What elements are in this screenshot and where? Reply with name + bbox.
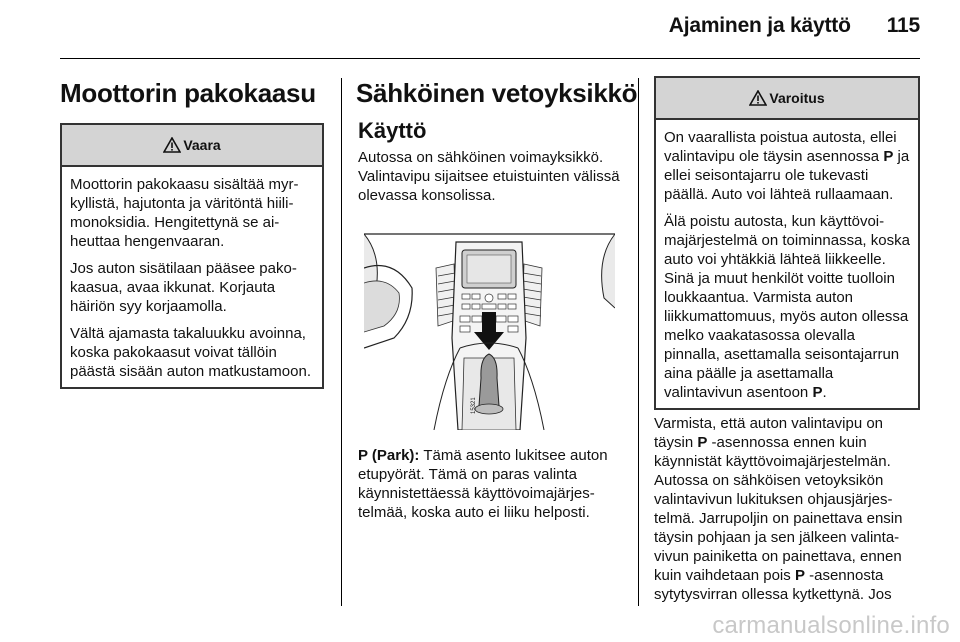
section-heading-exhaust: Moottorin pakokaasu [60, 78, 316, 108]
header-rule [60, 58, 920, 59]
watermark: carmanualsonline.info [712, 612, 950, 639]
warning-box [654, 76, 920, 410]
warning-label: Varoitus [769, 90, 825, 106]
section-heading-drive-unit: Sähköinen vetoyksikkö [356, 78, 638, 108]
selector-lock-paragraph: Varmista, että auton valintavipu on täysin P -asennossa ennen kuin käynnistät käyttövoimajärjestelmän. Autossa on sähköisen vetoyksikön valintavivun lukituksen ohjausjärjestelmä. Jarrupoljin on painettava ensin täysin pohjaan ja sen jälkeen valintavivun painiketta on painettava, ennen kuin vaihdetaan pois P -asennosta sytytysvirran ollessa kytkettynä. Jos [654, 415, 903, 603]
park-label: P (Park): [358, 447, 420, 464]
warning-triangle-icon [749, 90, 767, 106]
warning-triangle-icon [163, 137, 181, 153]
warning-box-header [656, 78, 918, 120]
danger-label: Vaara [183, 137, 221, 153]
figure-code: 15321 [471, 397, 477, 414]
danger-paragraph-2: Jos auton sisätilaan pääsee pakokaasua, avaa ikkunat. Korjauta häiriön syy korjaamolla. [70, 260, 297, 315]
danger-paragraph-3: Vältä ajamasta takaluukku avoinna, koska pakokaasut voivat tällöin päästä sisään auton matkustamoon. [70, 325, 311, 380]
warning-paragraph-2: Älä poistu autosta, kun käyttövoimajärjestelmä on toiminnassa, koska auto voi yhtäkkiä lähteä liikkeelle. Sinä ja muut henkilöt voitte tuolloin loukkaantua. Varmista auton liikkumattomuus, myös auton ollessa melko vaakatasossa olevalla pinnalla, asettamalla seisontajarrun aina päälle ja asettamalla valintavivun asentoon P. [664, 213, 910, 401]
page-number: 115 [886, 14, 920, 37]
warning-paragraph-1: On vaarallista poistua autosta, ellei valintavipu ole täysin asennossa P ja ellei seisontajarru ole tukevasti päällä. Auto voi lähteä rullaamaan. [664, 129, 910, 203]
warning-box-body [656, 120, 918, 408]
page-header [669, 14, 920, 38]
console-illustration [364, 228, 615, 430]
danger-box-header [62, 125, 322, 167]
intro-paragraph [358, 148, 623, 205]
column-divider-2 [638, 78, 639, 606]
subheading-operation: Käyttö [358, 118, 427, 143]
park-paragraph [358, 446, 626, 522]
danger-paragraph-1: Moottorin pakokaasu sisältää myrkyllistä, hajutonta ja väritöntä hiilimonoksidia. Hengitettynä se aiheuttaa hengenvaaran. [70, 176, 299, 250]
chapter-title: Ajaminen ja käyttö [668, 14, 851, 37]
danger-box-body [62, 167, 322, 387]
intro-text: Autossa on sähköinen voimayksikkö. Valintavipu sijaitsee etuistuinten välissä olevassa konsolissa. [358, 149, 620, 204]
park-text: Tämä asento lukitsee auton etupyörät. Tämä on paras valinta käynnistettäessä käyttövoimajärjestelmää, koska auto ei liiku helposti. [358, 447, 608, 521]
column-divider-1 [341, 78, 342, 606]
danger-box [60, 123, 324, 389]
